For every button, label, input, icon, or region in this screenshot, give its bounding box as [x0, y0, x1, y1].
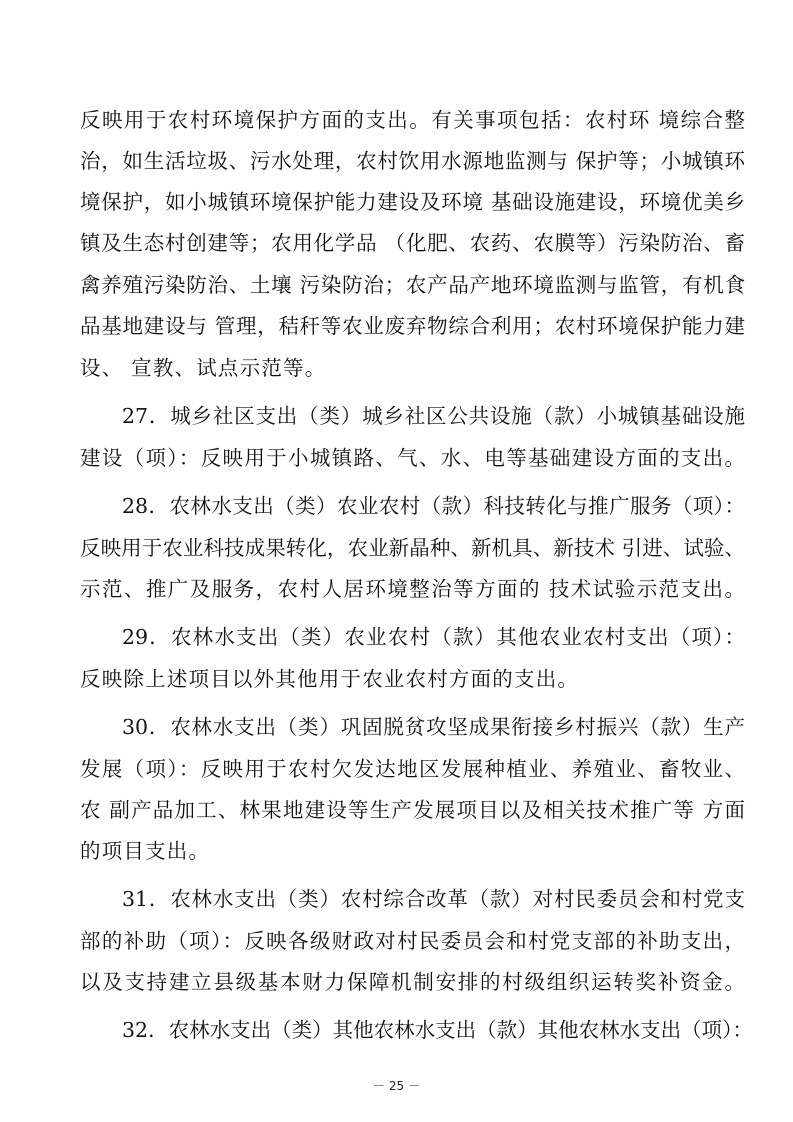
item-29-line: 反映除上述项目以外其他用于农业农村方面的支出。 [80, 667, 580, 691]
paragraph-line: 治，如生活垃圾、污水处理，农村饮用水源地监测与 保护等；小城镇环 [80, 149, 745, 173]
item-31-line: 部的补助（项）：反映各级财政对村民委员会和村党支部的补助支出， [80, 929, 745, 953]
item-31-line: 31．农林水支出（类）农村综合改革（款）对村民委员会和村党支 [122, 887, 745, 911]
page-number: － 25 － [373, 1079, 420, 1093]
paragraph-line: 禽养殖污染防治、土壤 污染防治；农产品产地环境监测与监管，有机食 [80, 273, 745, 297]
item-30-line: 30．农林水支出（类）巩固脱贫攻坚成果衔接乡村振兴（款）生产 [122, 715, 745, 739]
item-27-line: 27．城乡社区支出（类）城乡社区公共设施（款）小城镇基础设施 [122, 404, 745, 428]
item-29-line: 29．农林水支出（类）农业农村（款）其他农业农村支出（项）： [122, 625, 745, 649]
paragraph-line: 品基地建设与 管理，秸秆等农业废弃物综合利用；农村环境保护能力建 [80, 314, 745, 338]
item-27-line: 建设（项）：反映用于小城镇路、气、水、电等基础建设方面的支出。 [80, 446, 745, 470]
item-32-line: 32．农林水支出（类）其他农林水支出（款）其他农林水支出（项）： [122, 1018, 753, 1042]
item-28-line: 示范、推广及服务，农村人居环境整治等方面的 技术试验示范支出。 [80, 577, 745, 601]
item-31-line: 以及支持建立县级基本财力保障机制安排的村级组织运转奖补资金。 [80, 970, 745, 994]
item-28-line: 反映用于农业科技成果转化，农业新晶种、新机具、新技术 引进、试验、 [80, 536, 745, 560]
item-28-line: 28．农林水支出（类）农业农村（款）科技转化与推广服务（项）： [122, 494, 745, 518]
paragraph-line: 反映用于农村环境保护方面的支出。有关事项包括：农村环 境综合整 [80, 108, 745, 132]
item-30-line: 农 副产品加工、林果地建设等生产发展项目以及相关技术推广等 方面 [80, 798, 745, 822]
paragraph-line: 境保护，如小城镇环境保护能力建设及环境 基础设施建设，环境优美乡 [80, 190, 745, 214]
paragraph-line: 设、 宣教、试点示范等。 [80, 356, 327, 380]
item-30-line: 发展（项）：反映用于农村欠发达地区发展种植业、养殖业、畜牧业、 [80, 757, 745, 781]
paragraph-line: 镇及生态村创建等；农用化学品 （化肥、农药、农膜等）污染防治、畜 [80, 231, 745, 255]
item-30-line: 的项目支出。 [80, 839, 211, 863]
